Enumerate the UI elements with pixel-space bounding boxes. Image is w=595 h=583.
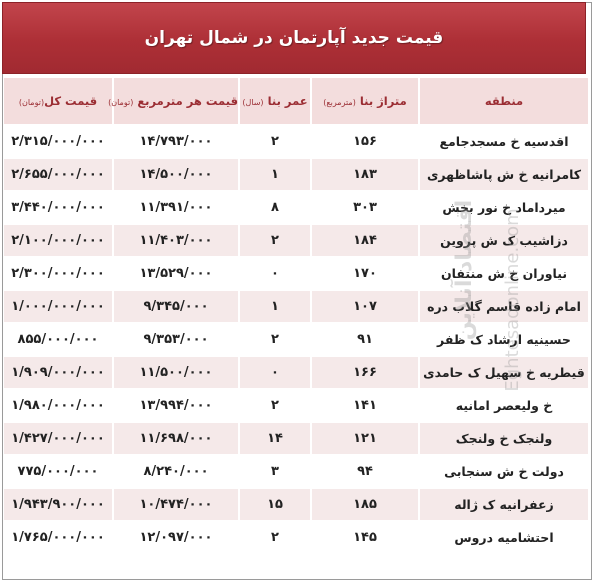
cell-age: ۸ bbox=[240, 192, 310, 223]
cell-age: ۰ bbox=[240, 357, 310, 388]
cell-price-per-meter: ۱۲/۰۹۷/۰۰۰ bbox=[114, 522, 238, 553]
cell-age: ۲ bbox=[240, 522, 310, 553]
header-region-label: منطقه bbox=[484, 94, 524, 108]
header-region bbox=[420, 78, 588, 124]
cell-price-per-meter: ۱۱/۵۰۰/۰۰۰ bbox=[114, 357, 238, 388]
cell-price-per-meter: ۹/۳۴۵/۰۰۰ bbox=[114, 291, 238, 322]
cell-age: ۱۵ bbox=[240, 489, 310, 520]
cell-total-price: ۱/۹۴۳/۹۰۰/۰۰۰ bbox=[4, 489, 112, 520]
cell-total-price: ۲/۳۰۰/۰۰۰/۰۰۰ bbox=[4, 258, 112, 289]
cell-price-per-meter: ۱۴/۵۰۰/۰۰۰ bbox=[114, 159, 238, 190]
table-row bbox=[4, 291, 588, 322]
table-row bbox=[4, 390, 588, 421]
cell-region: امام زاده قاسم گلاب دره bbox=[420, 291, 588, 322]
cell-region: قیطریه خ سهیل ک حامدی bbox=[420, 357, 588, 388]
cell-age: ۲ bbox=[240, 390, 310, 421]
cell-price-per-meter: ۱۱/۶۹۸/۰۰۰ bbox=[114, 423, 238, 454]
table-row bbox=[4, 489, 588, 520]
cell-region: دولت خ ش سنجابی bbox=[420, 456, 588, 487]
cell-area: ۱۸۳ bbox=[312, 159, 418, 190]
cell-region: خ ولیعصر امانیه bbox=[420, 390, 588, 421]
cell-age: ۰ bbox=[240, 258, 310, 289]
cell-region: اقدسیه خ مسجدجامع bbox=[420, 126, 588, 157]
cell-area: ۱۴۱ bbox=[312, 390, 418, 421]
cell-area: ۱۰۷ bbox=[312, 291, 418, 322]
cell-price-per-meter: ۱۳/۵۲۹/۰۰۰ bbox=[114, 258, 238, 289]
cell-area: ۱۶۶ bbox=[312, 357, 418, 388]
cell-region: احتشامیه دروس bbox=[420, 522, 588, 553]
cell-age: ۱ bbox=[240, 291, 310, 322]
cell-region: نیاوران خ ش منتفان bbox=[420, 258, 588, 289]
header-ppm-unit: (تومان) bbox=[108, 98, 134, 107]
cell-area: ۹۴ bbox=[312, 456, 418, 487]
header-total-label: قیمت کل bbox=[44, 94, 98, 108]
cell-region: میرداماد خ نور بخش bbox=[420, 192, 588, 223]
cell-area: ۱۷۰ bbox=[312, 258, 418, 289]
header-age-unit: (سال) bbox=[242, 98, 264, 107]
header-total-unit: (تومان) bbox=[18, 98, 45, 107]
cell-price-per-meter: ۱۰/۴۷۴/۰۰۰ bbox=[114, 489, 238, 520]
cell-region: حسینیه ارشاد ک ظفر bbox=[420, 324, 588, 355]
header-area bbox=[312, 78, 418, 124]
table-row bbox=[4, 159, 588, 190]
cell-area: ۱۲۱ bbox=[312, 423, 418, 454]
table-row bbox=[4, 192, 588, 223]
cell-price-per-meter: ۱۱/۳۹۱/۰۰۰ bbox=[114, 192, 238, 223]
header-ppm-label: قیمت هر مترمربع bbox=[137, 94, 238, 108]
cell-area: ۱۵۶ bbox=[312, 126, 418, 157]
cell-total-price: ۱/۹۸۰/۰۰۰/۰۰۰ bbox=[4, 390, 112, 421]
header-row bbox=[4, 78, 588, 124]
header-age-label: عمر بنا bbox=[267, 94, 308, 108]
table-row bbox=[4, 126, 588, 157]
cell-age: ۱۴ bbox=[240, 423, 310, 454]
header-price-per-meter bbox=[108, 78, 238, 124]
cell-region: کامرانیه خ ش پاشاظهری bbox=[420, 159, 588, 190]
table-row bbox=[4, 258, 588, 289]
cell-region: دزاشیب ک ش پروین bbox=[420, 225, 588, 256]
cell-total-price: ۱/۰۰۰/۰۰۰/۰۰۰ bbox=[4, 291, 112, 322]
table-row bbox=[4, 423, 588, 454]
cell-price-per-meter: ۱۴/۷۹۳/۰۰۰ bbox=[114, 126, 238, 157]
cell-age: ۳ bbox=[240, 456, 310, 487]
cell-age: ۲ bbox=[240, 324, 310, 355]
table-row bbox=[4, 522, 588, 553]
cell-age: ۱ bbox=[240, 159, 310, 190]
cell-total-price: ۱/۹۰۹/۰۰۰/۰۰۰ bbox=[4, 357, 112, 388]
cell-total-price: ۱/۴۲۷/۰۰۰/۰۰۰ bbox=[4, 423, 112, 454]
header-area-unit: (مترمربع) bbox=[323, 98, 356, 107]
cell-total-price: ۳/۴۴۰/۰۰۰/۰۰۰ bbox=[4, 192, 112, 223]
cell-age: ۲ bbox=[240, 225, 310, 256]
cell-area: ۱۴۵ bbox=[312, 522, 418, 553]
header-total-price bbox=[4, 78, 112, 124]
cell-total-price: ۱/۷۶۵/۰۰۰/۰۰۰ bbox=[4, 522, 112, 553]
table-row bbox=[4, 324, 588, 355]
cell-total-price: ۲/۳۱۵/۰۰۰/۰۰۰ bbox=[4, 126, 112, 157]
cell-price-per-meter: ۹/۳۵۳/۰۰۰ bbox=[114, 324, 238, 355]
price-table bbox=[2, 76, 590, 555]
cell-area: ۱۸۴ bbox=[312, 225, 418, 256]
cell-total-price: ۲/۶۵۵/۰۰۰/۰۰۰ bbox=[4, 159, 112, 190]
cell-area: ۱۸۵ bbox=[312, 489, 418, 520]
page-title: قیمت جدید آپارتمان در شمال تهران bbox=[144, 28, 444, 48]
table-row bbox=[4, 456, 588, 487]
watermark-brand: اقتصاد آنلاین bbox=[452, 199, 477, 341]
table-row bbox=[4, 357, 588, 388]
table-row bbox=[4, 225, 588, 256]
cell-total-price: ۷۷۵/۰۰۰/۰۰۰ bbox=[4, 456, 112, 487]
header-area-label: متراژ بنا bbox=[359, 94, 407, 108]
header-age bbox=[240, 78, 310, 124]
cell-price-per-meter: ۱۱/۴۰۳/۰۰۰ bbox=[114, 225, 238, 256]
watermark-site: Eghtesadonline.com bbox=[502, 208, 523, 392]
cell-region: ولنجک خ ولنجک bbox=[420, 423, 588, 454]
cell-area: ۳۰۳ bbox=[312, 192, 418, 223]
cell-price-per-meter: ۸/۲۴۰/۰۰۰ bbox=[114, 456, 238, 487]
cell-region: زعفرانیه ک ژاله bbox=[420, 489, 588, 520]
cell-total-price: ۸۵۵/۰۰۰/۰۰۰ bbox=[4, 324, 112, 355]
title-bar bbox=[2, 2, 586, 74]
cell-price-per-meter: ۱۳/۹۹۴/۰۰۰ bbox=[114, 390, 238, 421]
cell-age: ۲ bbox=[240, 126, 310, 157]
cell-total-price: ۲/۱۰۰/۰۰۰/۰۰۰ bbox=[4, 225, 112, 256]
cell-area: ۹۱ bbox=[312, 324, 418, 355]
